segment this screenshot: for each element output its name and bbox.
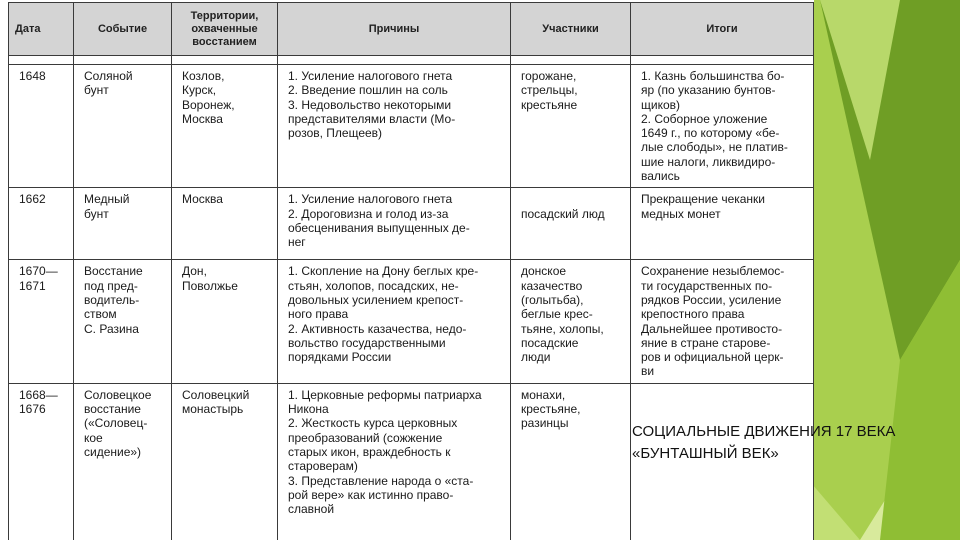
cell-results: 1. Казнь большинства бо- яр (по указанию бунтов- щиков) 2. Соборное уложение 1649 г., по которому «бе- лые слободы», не платив- шие налоги, ликвидиро- вались	[631, 65, 814, 188]
cell-territory: Москва	[172, 188, 278, 260]
cell-date: 1668— 1676	[9, 383, 74, 540]
slide-title: СОЦИАЛЬНЫЕ ДВИЖЕНИЯ 17 ВЕКА «БУНТАШНЫЙ ВЕК»	[632, 423, 896, 462]
header-event: Событие	[74, 3, 172, 56]
header-date: Дата	[9, 3, 74, 56]
header-territory: Территории, охваченные восстанием	[172, 3, 278, 56]
cell-date: 1670— 1671	[9, 260, 74, 383]
table-row	[9, 260, 814, 383]
table-row	[9, 65, 814, 188]
cell-results: Сохранение незыблемос- ти государственных по- рядков России, усиление крепостного права Дальнейшее противосто- яние в стране старове- ров и официальной церк- ви	[631, 260, 814, 383]
cell-event: Восстание под пред- водитель- ством С. Разина	[74, 260, 172, 383]
cell-causes: 1. Усиление налогового гнета 2. Дороговизна и голод из-за обесценивания выпущенных де- нег	[278, 188, 511, 260]
cell-participants: донское казачество (голытьба), беглые крес- тьяне, холопы, посадские люди	[511, 260, 631, 383]
cell-participants: горожане, стрельцы, крестьяне	[511, 65, 631, 188]
table-row	[9, 188, 814, 260]
cell-participants: посадский люд	[511, 188, 631, 260]
cell-event: Медный бунт	[74, 188, 172, 260]
header-participants: Участники	[511, 3, 631, 56]
cell-causes: 1. Усиление налогового гнета 2. Введение пошлин на соль 3. Недовольство некоторыми представителями власти (Мо- розов, Плещеев)	[278, 65, 511, 188]
cell-causes: 1. Скопление на Дону беглых кре- стьян, холопов, посадских, не- довольных усилением крепост- ного права 2. Активность казачества, недо- вольство государственными порядками России	[278, 260, 511, 383]
cell-results: Прекращение чеканки медных монет	[631, 188, 814, 260]
cell-date: 1662	[9, 188, 74, 260]
cell-territory: Соловецкий монастырь	[172, 383, 278, 540]
header-results: Итоги	[631, 3, 814, 56]
cell-territory: Козлов, Курск, Воронеж, Москва	[172, 65, 278, 188]
cell-event: Соловецкое восстание («Соловец- кое сидение»)	[74, 383, 172, 540]
table-header-row	[9, 3, 814, 56]
cell-participants: монахи, крестьяне, разинцы	[511, 383, 631, 540]
table-spacer-row	[9, 56, 814, 65]
header-causes: Причины	[278, 3, 511, 56]
cell-event: Соляной бунт	[74, 65, 172, 188]
cell-territory: Дон, Поволжье	[172, 260, 278, 383]
cell-causes: 1. Церковные реформы патриарха Никона 2. Жесткость курса церковных преобразований (сожжение старых икон, враждебность к староверам) 3. Представление народа о «ста- рой вере» как истинно право- славной	[278, 383, 511, 540]
cell-date: 1648	[9, 65, 74, 188]
